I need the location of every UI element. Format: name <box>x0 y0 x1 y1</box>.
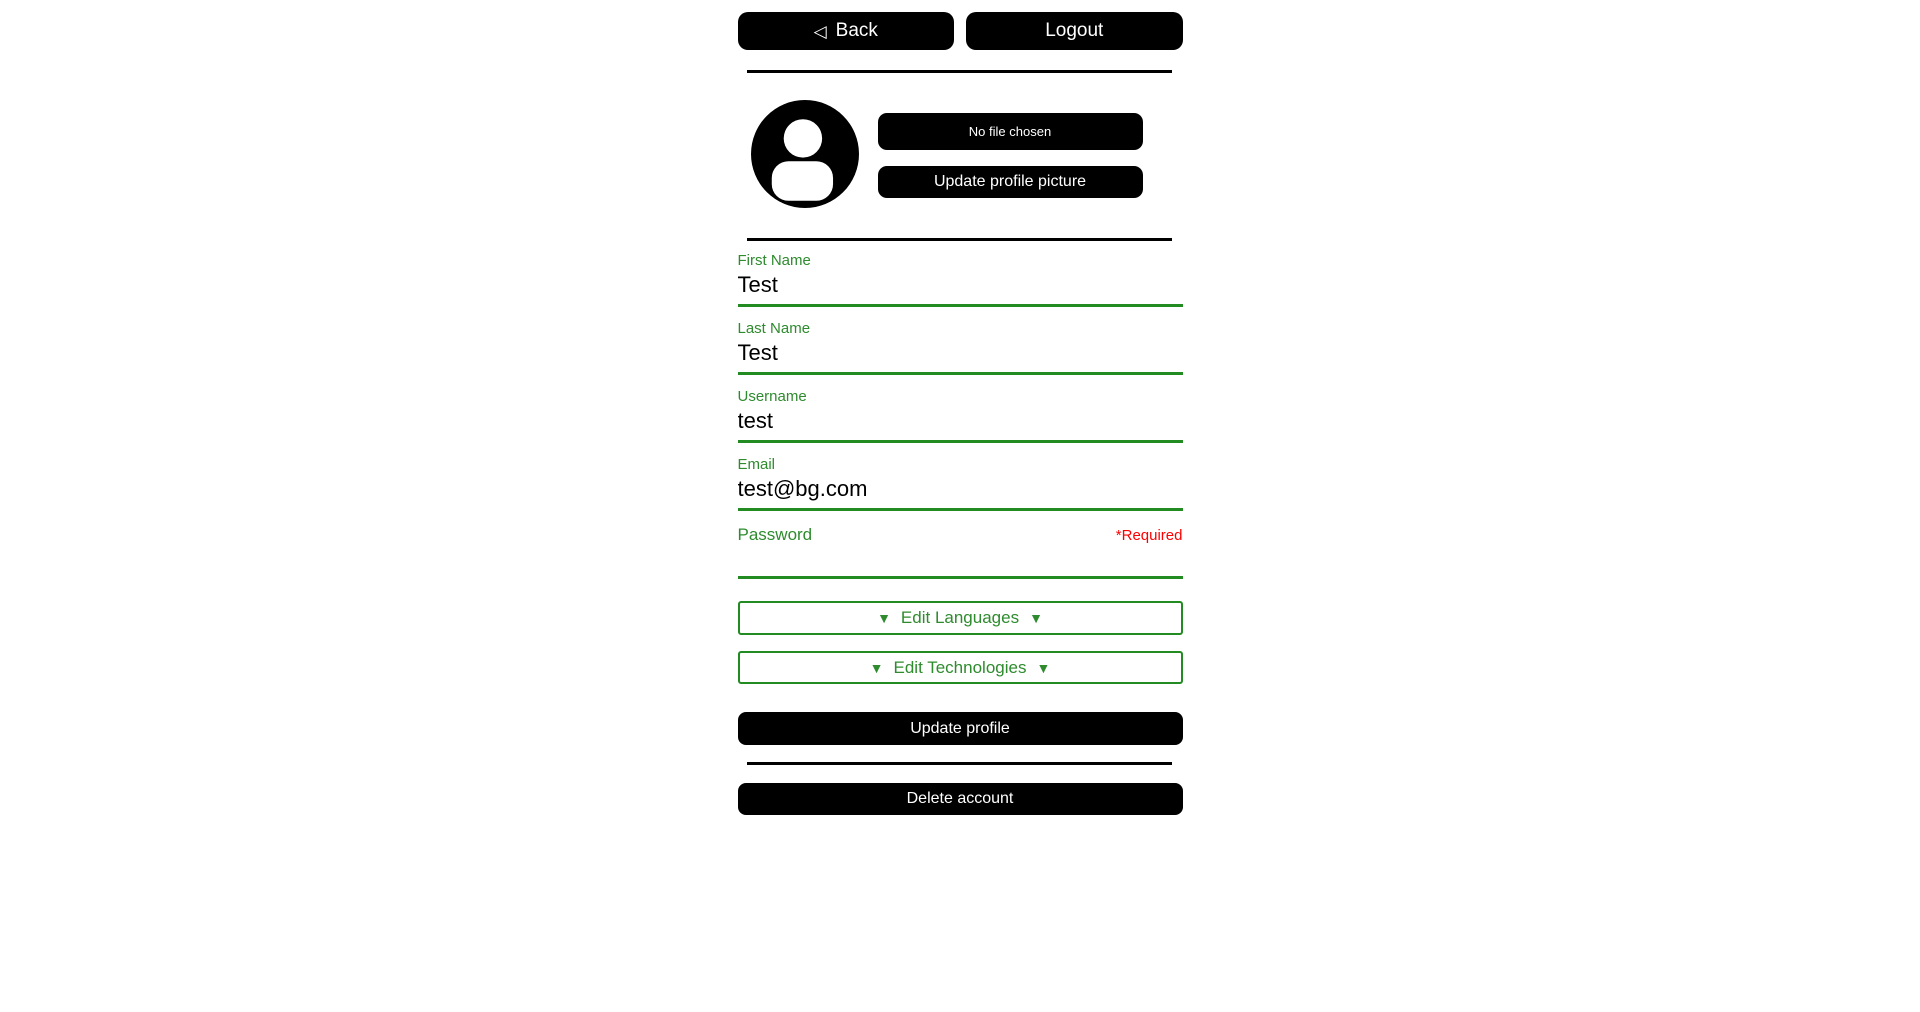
update-picture-label: Update profile picture <box>933 173 1087 190</box>
logout-button-label: Logout <box>1045 20 1104 41</box>
edit-languages-label: Edit Languages <box>900 608 1020 627</box>
delete-account-button[interactable] <box>738 783 1183 815</box>
first-name-input[interactable] <box>738 269 1183 307</box>
last-name-input[interactable] <box>738 337 1183 375</box>
person-icon <box>751 100 859 208</box>
required-badge: *Required <box>1115 527 1183 544</box>
username-label: Username <box>737 388 807 405</box>
last-name-label: Last Name <box>737 320 811 337</box>
email-input[interactable] <box>738 473 1183 511</box>
chevron-down-icon: ▼ <box>1036 659 1051 676</box>
username-input[interactable] <box>738 405 1183 443</box>
picture-controls <box>878 100 1143 208</box>
edit-technologies-button[interactable] <box>738 651 1183 684</box>
field-password <box>738 525 1183 579</box>
delete-account-label: Delete account <box>906 790 1014 807</box>
update-profile-label: Update profile <box>910 719 1010 737</box>
file-status-label: No file chosen <box>968 124 1052 139</box>
first-name-label: First Name <box>737 252 811 269</box>
profile-picture-section <box>738 100 1183 208</box>
field-email <box>738 457 1183 511</box>
back-arrow-icon: ◁ <box>813 21 827 41</box>
edit-technologies-label: Edit Technologies <box>893 657 1027 677</box>
chevron-down-icon: ▼ <box>877 610 891 626</box>
top-button-bar <box>738 12 1183 50</box>
divider-below-avatar <box>747 238 1172 241</box>
file-input-status[interactable] <box>878 113 1143 150</box>
update-picture-button[interactable] <box>878 166 1143 198</box>
email-label: Email <box>737 456 776 473</box>
field-last-name <box>738 321 1183 375</box>
logout-button[interactable] <box>966 12 1183 50</box>
back-button[interactable] <box>738 12 955 50</box>
profile-form <box>738 253 1183 745</box>
divider-above-delete <box>747 762 1172 765</box>
avatar <box>751 100 859 208</box>
back-button-label: Back <box>835 20 878 41</box>
field-username <box>738 389 1183 443</box>
update-profile-button[interactable] <box>738 712 1183 745</box>
password-label-row <box>738 525 1183 546</box>
edit-languages-button[interactable] <box>738 601 1183 635</box>
divider-top <box>747 70 1172 73</box>
password-label: Password <box>737 525 813 544</box>
chevron-down-icon: ▼ <box>869 659 884 676</box>
profile-page <box>738 0 1183 815</box>
password-input[interactable] <box>738 546 1183 579</box>
field-first-name <box>738 253 1183 307</box>
chevron-down-icon: ▼ <box>1029 610 1043 626</box>
